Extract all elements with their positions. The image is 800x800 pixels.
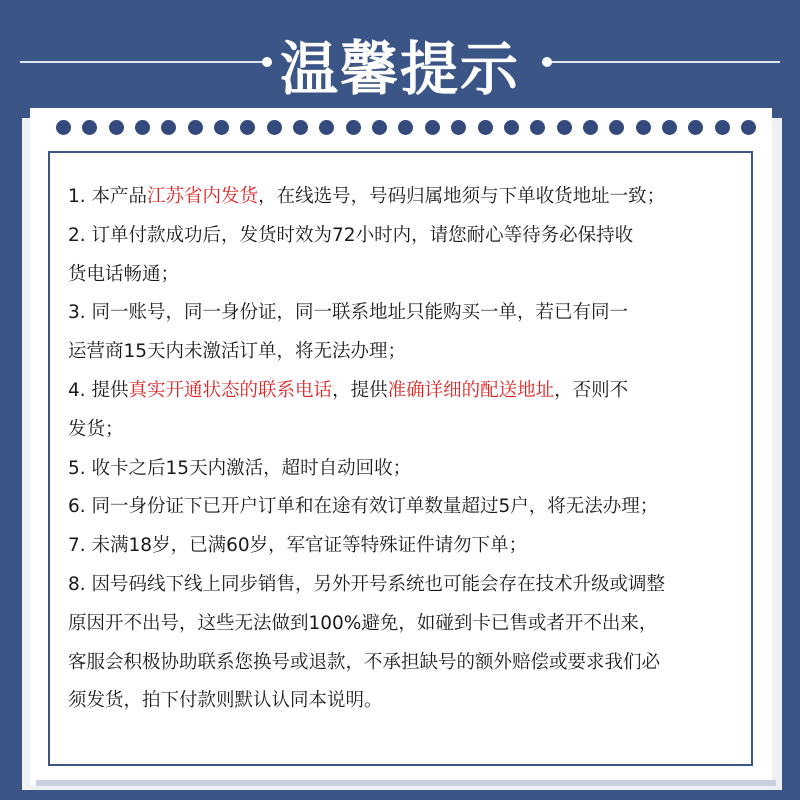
notice-item-5: 5. 收卡之后15天内激活，超时自动回收； [68, 457, 412, 479]
binding-hole [161, 120, 176, 135]
binding-hole [504, 120, 519, 135]
binding-hole [372, 120, 387, 135]
notice-list [68, 178, 748, 721]
binding-hole [688, 120, 703, 135]
notice-item-8-cont: 原因开不出号，这些无法做到100%避免，如碰到卡已售或者开不出来， [68, 612, 658, 634]
page-title: 温馨提示 [279, 35, 520, 103]
binding-hole [214, 120, 229, 135]
notice-text: ，提供 [332, 379, 388, 401]
binding-hole [557, 120, 572, 135]
notice-item-8-cont: 客服会积极协助联系您换号或退款，不承担缺号的额外赔偿或要求我们必 [68, 651, 661, 673]
binding-hole [425, 120, 440, 135]
binding-hole [451, 120, 466, 135]
binding-hole [319, 120, 334, 135]
binding-hole [82, 120, 97, 135]
notice-item-3-cont: 运营商15天内未激活订单，将无法办理； [68, 341, 407, 363]
notice-highlight: 真实开通状态的联系电话 [128, 379, 333, 401]
binding-hole [109, 120, 124, 135]
notice-item-4-cont: 发货； [68, 418, 124, 440]
notice-item-2-cont: 货电话畅通； [68, 263, 180, 285]
binding-holes [56, 120, 756, 140]
notice-item-3: 3. 同一账号，同一身份证，同一联系地址只能购买一单，若已有同一 [68, 302, 629, 324]
binding-hole [662, 120, 677, 135]
notice-item-7: 7. 未满18岁，已满60岁，军官证等特殊证件请勿下单； [68, 535, 528, 557]
binding-hole [188, 120, 203, 135]
notice-text: ，否则不 [554, 379, 629, 401]
notice-highlight: 准确详细的配送地址 [387, 379, 555, 401]
notice-highlight: 江苏省内发货 [147, 186, 259, 207]
binding-hole [478, 120, 493, 135]
binding-hole [135, 120, 150, 135]
notice-text: 1. 本产品 [68, 186, 148, 207]
notice-item-8-cont: 须发货，拍下付款则默认认同本说明。 [68, 690, 383, 712]
header-divider-right [544, 61, 780, 63]
notepad-bottom-edge [36, 780, 776, 786]
notice-text: ，在线选号，号码归属地须与下单收货地址一致； [258, 186, 666, 207]
binding-hole [741, 120, 756, 135]
header-banner [0, 0, 800, 110]
binding-hole [293, 120, 308, 135]
binding-hole [267, 120, 282, 135]
binding-hole [346, 120, 361, 135]
notice-item-8: 8. 因号码线下线上同步销售，另外开号系统也可能会存在技术升级或调整 [68, 573, 666, 595]
binding-hole [398, 120, 413, 135]
notice-item-1 [68, 178, 748, 217]
notice-item-6: 6. 同一身份证下已开户订单和在途有效订单数量超过5户，将无法办理； [68, 496, 659, 518]
binding-hole [240, 120, 255, 135]
binding-hole [583, 120, 598, 135]
binding-hole [715, 120, 730, 135]
binding-hole [530, 120, 545, 135]
notice-item-4 [68, 372, 748, 411]
notice-item-2: 2. 订单付款成功后，发货时效为72小时内，请您耐心等待务必保持收 [68, 224, 634, 246]
binding-hole [609, 120, 624, 135]
binding-hole [56, 120, 71, 135]
notice-text: 4. 提供 [68, 379, 129, 401]
binding-hole [636, 120, 651, 135]
